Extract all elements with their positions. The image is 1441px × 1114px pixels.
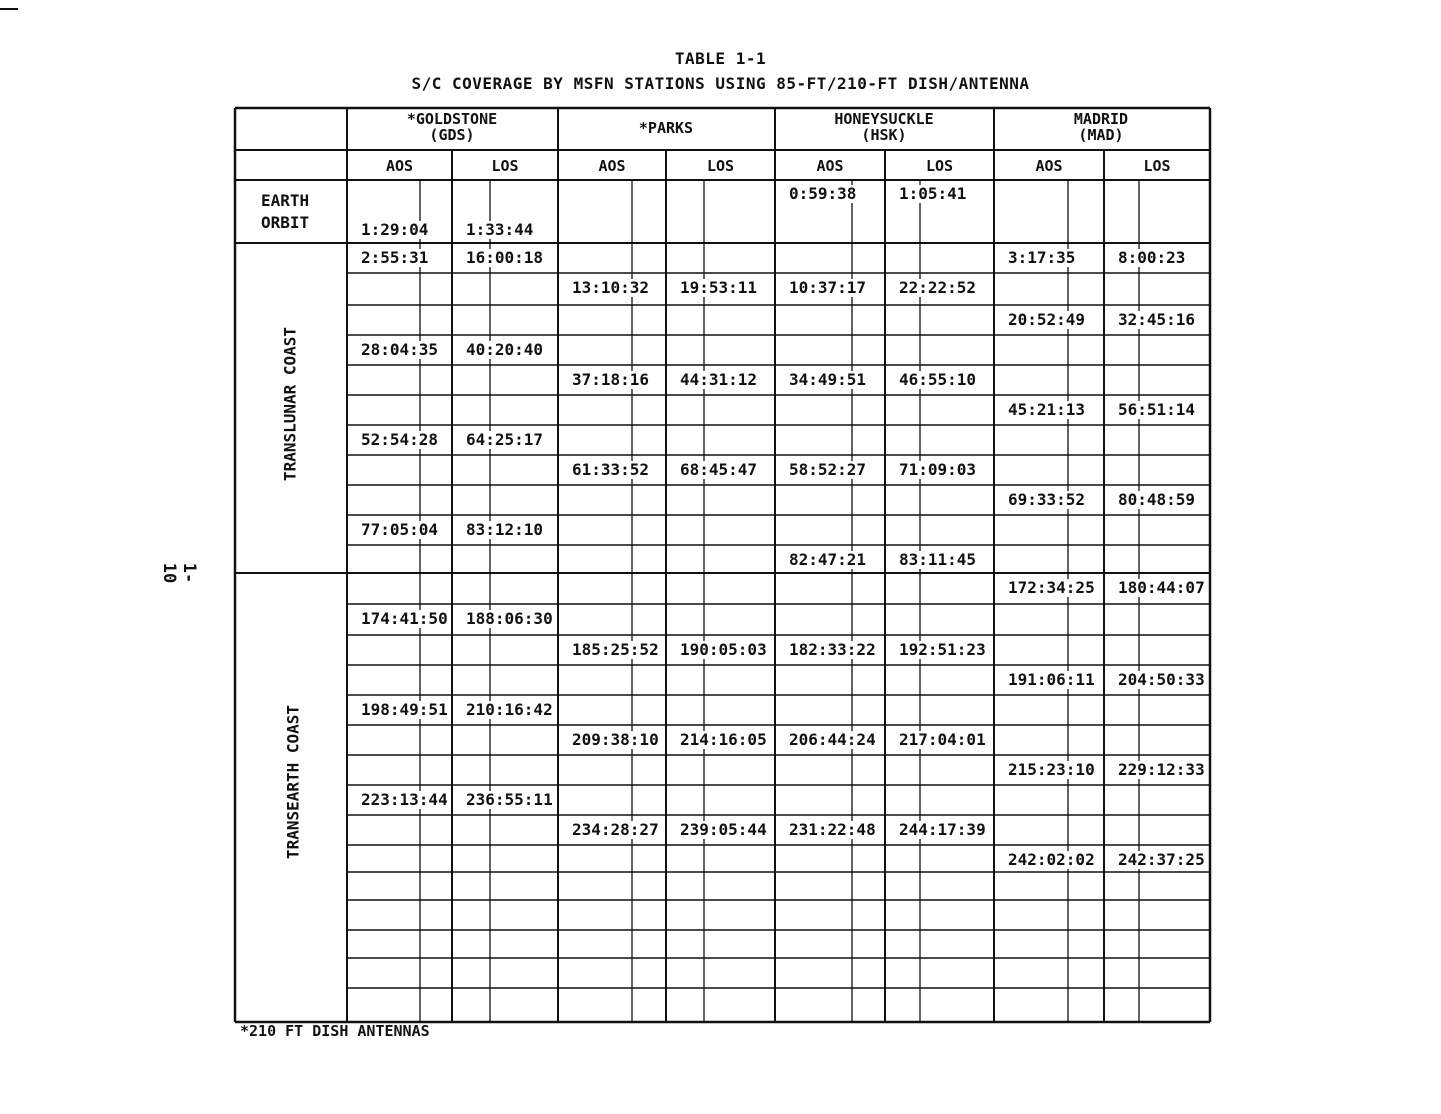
time-cell: 77:05:04 xyxy=(361,520,439,539)
sub-header-los: LOS xyxy=(925,157,954,175)
time-cell: 229:12:33 xyxy=(1118,760,1205,779)
time-cell: 56:51:14 xyxy=(1118,400,1196,419)
phase-line: ORBIT xyxy=(261,213,310,232)
time-cell: 223:13:44 xyxy=(361,790,448,809)
time-cell: 28:04:35 xyxy=(361,340,439,359)
station-header-goldstone xyxy=(347,111,557,143)
time-cell: 10:37:17 xyxy=(789,278,867,297)
time-cell: 1:33:44 xyxy=(466,220,534,239)
station-code: (GDS) xyxy=(429,126,475,144)
time-cell: 192:51:23 xyxy=(899,640,986,659)
time-cell: 239:05:44 xyxy=(680,820,767,839)
time-cell: 214:16:05 xyxy=(680,730,767,749)
time-cell: 204:50:33 xyxy=(1118,670,1205,689)
phase-line: EARTH xyxy=(261,191,310,210)
sub-header-los: LOS xyxy=(706,157,735,175)
time-cell: 32:45:16 xyxy=(1118,310,1196,329)
station-name: *PARKS xyxy=(638,119,694,137)
time-cell: 190:05:03 xyxy=(680,640,767,659)
station-name: MADRID xyxy=(1073,110,1129,128)
time-cell: 209:38:10 xyxy=(572,730,659,749)
time-cell: 52:54:28 xyxy=(361,430,439,449)
time-cell: 1:29:04 xyxy=(361,220,429,239)
time-cell: 46:55:10 xyxy=(899,370,977,389)
time-cell: 40:20:40 xyxy=(466,340,544,359)
time-cell: 236:55:11 xyxy=(466,790,553,809)
time-cell: 191:06:11 xyxy=(1008,670,1095,689)
station-header-parks xyxy=(558,120,774,136)
time-cell: 2:55:31 xyxy=(361,248,429,267)
time-cell: 180:44:07 xyxy=(1118,578,1205,597)
station-name: HONEYSUCKLE xyxy=(834,110,934,128)
time-cell: 174:41:50 xyxy=(361,609,448,628)
table-subtitle: S/C COVERAGE BY MSFN STATIONS USING 85-FT/210-FT DISH/ANTENNA xyxy=(411,74,1030,93)
sub-header-aos: AOS xyxy=(598,157,626,175)
sub-header-aos: AOS xyxy=(1035,157,1063,175)
time-cell: 185:25:52 xyxy=(572,640,659,659)
sub-header-aos: AOS xyxy=(816,157,844,175)
station-header-madrid xyxy=(994,111,1208,143)
time-cell: 210:16:42 xyxy=(466,700,553,719)
time-cell: 198:49:51 xyxy=(361,700,448,719)
sub-header-los: LOS xyxy=(1143,157,1171,175)
time-cell: 215:23:10 xyxy=(1008,760,1095,779)
time-cell: 188:06:30 xyxy=(466,609,553,628)
time-cell: 22:22:52 xyxy=(899,278,977,297)
phase-label-earth-orbit xyxy=(261,190,309,234)
time-cell: 19:53:11 xyxy=(680,278,758,297)
station-code: (HSK) xyxy=(861,126,907,144)
station-name: *GOLDSTONE xyxy=(406,110,498,128)
time-cell: 182:33:22 xyxy=(789,640,876,659)
sub-header-aos: AOS xyxy=(385,157,414,175)
time-cell: 242:37:25 xyxy=(1118,850,1205,869)
time-cell: 45:21:13 xyxy=(1008,400,1086,419)
time-cell: 64:25:17 xyxy=(466,430,544,449)
time-cell: 3:17:35 xyxy=(1008,248,1076,267)
time-cell: 1:05:41 xyxy=(899,184,967,203)
time-cell: 234:28:27 xyxy=(572,820,659,839)
time-cell: 206:44:24 xyxy=(789,730,876,749)
time-cell: 244:17:39 xyxy=(899,820,986,839)
time-cell: 16:00:18 xyxy=(466,248,544,267)
time-cell: 44:31:12 xyxy=(680,370,758,389)
station-code: (MAD) xyxy=(1078,126,1124,144)
time-cell: 69:33:52 xyxy=(1008,490,1086,509)
footnote: *210 FT DISH ANTENNAS xyxy=(240,1022,430,1040)
time-cell: 0:59:38 xyxy=(789,184,857,203)
time-cell: 83:12:10 xyxy=(466,520,544,539)
time-cell: 71:09:03 xyxy=(899,460,977,479)
time-cell: 37:18:16 xyxy=(572,370,650,389)
time-cell: 172:34:25 xyxy=(1008,578,1095,597)
time-cell: 8:00:23 xyxy=(1118,248,1186,267)
time-cell: 82:47:21 xyxy=(789,550,867,569)
phase-label-translunar: TRANSLUNAR COAST xyxy=(280,326,300,482)
page-number: 1-10 xyxy=(159,562,199,584)
time-cell: 61:33:52 xyxy=(572,460,650,479)
phase-label-transearth: TRANSEARTH COAST xyxy=(283,704,303,860)
sub-header-los: LOS xyxy=(491,157,519,175)
time-cell: 83:11:45 xyxy=(899,550,977,569)
time-cell: 68:45:47 xyxy=(680,460,758,479)
time-cell: 217:04:01 xyxy=(899,730,986,749)
time-cell: 80:48:59 xyxy=(1118,490,1196,509)
time-cell: 20:52:49 xyxy=(1008,310,1086,329)
time-cell: 231:22:48 xyxy=(789,820,876,839)
station-header-honeysuckle xyxy=(775,111,993,143)
time-cell: 58:52:27 xyxy=(789,460,867,479)
table-title: TABLE 1-1 xyxy=(674,49,767,68)
time-cell: 242:02:02 xyxy=(1008,850,1095,869)
time-cell: 13:10:32 xyxy=(572,278,650,297)
time-cell: 34:49:51 xyxy=(789,370,867,389)
